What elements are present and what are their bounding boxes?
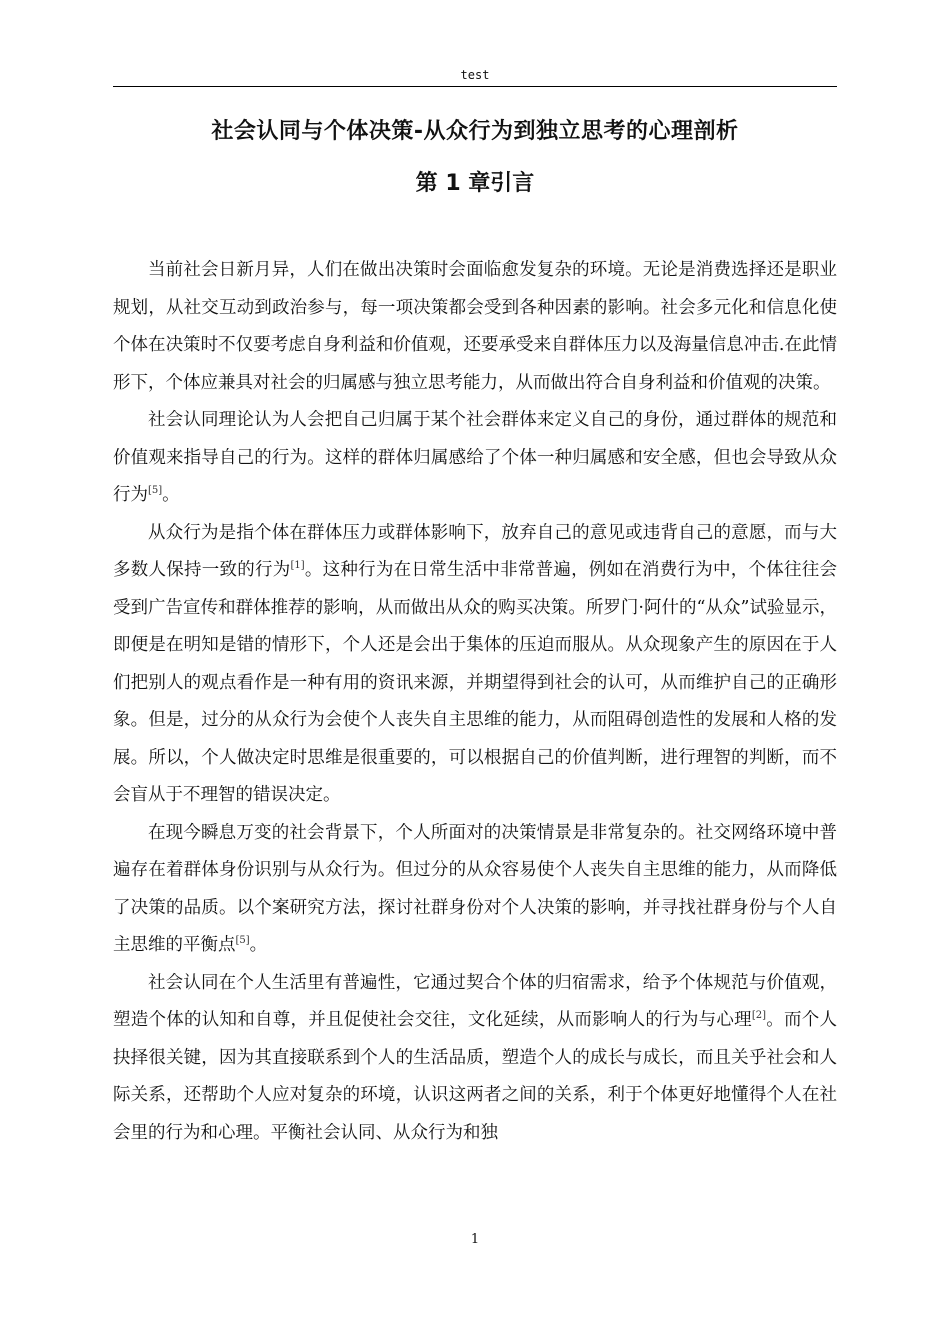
paragraph-1	[113, 252, 837, 402]
page-number: 1	[470, 1232, 480, 1247]
paragraph-text: 社会认同理论认为人会把自己归属于某个社会群体来定义自己的身份，通过群体的规范和价值观来指导自己的行为。这样的群体归属感给了个体一种归属感和安全感，但也会导致从众行为	[113, 410, 837, 505]
citation-ref[interactable]: [2]	[751, 1010, 767, 1021]
paragraph-5	[113, 965, 837, 1153]
citation-ref[interactable]: [5]	[148, 485, 163, 496]
paragraph-2	[113, 402, 837, 515]
paragraph-4	[113, 815, 837, 965]
paragraph-text: 在现今瞬息万变的社会背景下，个人所面对的决策情景是非常复杂的。社交网络环境中普遍存在着群体身份识别与从众行为。但过分的从众容易使个人丧失自主思维的能力，从而降低了决策的品质。以个案研究方法，探讨社群身份对个人决策的影响，并寻找社群身份与个人自主思维的平衡点	[113, 822, 837, 955]
document-title: 社会认同与个体决策-从众行为到独立思考的心理剖析	[211, 119, 739, 144]
citation-ref[interactable]: [5]	[235, 935, 250, 946]
chapter-heading: 第 1 章引言	[415, 171, 535, 196]
paragraph-3	[113, 515, 837, 815]
paragraph-text: 。这种行为在日常生活中非常普遍，例如在消费行为中，个体往往会受到广告宣传和群体推荐的影响，从而做出从众的购买决策。所罗门·阿什的“从众”试验显示，即便是在明知是错的情形下，个人还是会出于集体的压迫而服从。从众现象产生的原因在于人们把别人的观点看作是一种有用的资讯来源，并期望得到社会的认可，从而维护自己的正确形象。但是，过分的从众行为会使个人丧失自主思维的能力，从而阻碍创造性的发展和人格的发展。所以，个人做决定时思维是很重要的，可以根据自己的价值判断，进行理智的判断，而不会盲从于不理智的错误决定。	[113, 560, 838, 805]
body-text	[113, 252, 837, 1152]
paragraph-text: 社会认同在个人生活里有普遍性，它通过契合个体的归宿需求，给予个体规范与价值观，塑造个体的认知和自尊，并且促使社会交往，文化延续，从而影响人的行为与心理	[113, 972, 837, 1030]
paragraph-text: 。而个人抉择很关键，因为其直接联系到个人的生活品质，塑造个人的成长与成长，而且关乎社会和人际关系，还帮助个人应对复杂的环境，认识这两者之间的关系，利于个体更好地懂得个人在社会里的行为和心理。平衡社会认同、从众行为和独	[113, 1010, 837, 1143]
paragraph-text: 。	[162, 485, 180, 505]
paragraph-text: 当前社会日新月异，人们在做出决策时会面临愈发复杂的环境。无论是消费选择还是职业规划，从社交互动到政治参与，每一项决策都会受到各种因素的影响。社会多元化和信息化使个体在决策时不仅要考虑自身利益和价值观，还要承受来自群体压力以及海量信息冲击.在此情形下，个体应兼具对社会的归属感与独立思考能力，从而做出符合自身利益和价值观的决策。	[113, 260, 837, 393]
paragraph-text: 。	[249, 935, 268, 955]
header-rule	[113, 86, 837, 87]
paragraph-text: 从众行为是指个体在群体压力或群体影响下，放弃自己的意见或违背自己的意愿，而与大多数人保持一致的行为	[113, 522, 837, 580]
page-header: test	[460, 68, 490, 82]
citation-ref[interactable]: [1]	[290, 560, 305, 571]
